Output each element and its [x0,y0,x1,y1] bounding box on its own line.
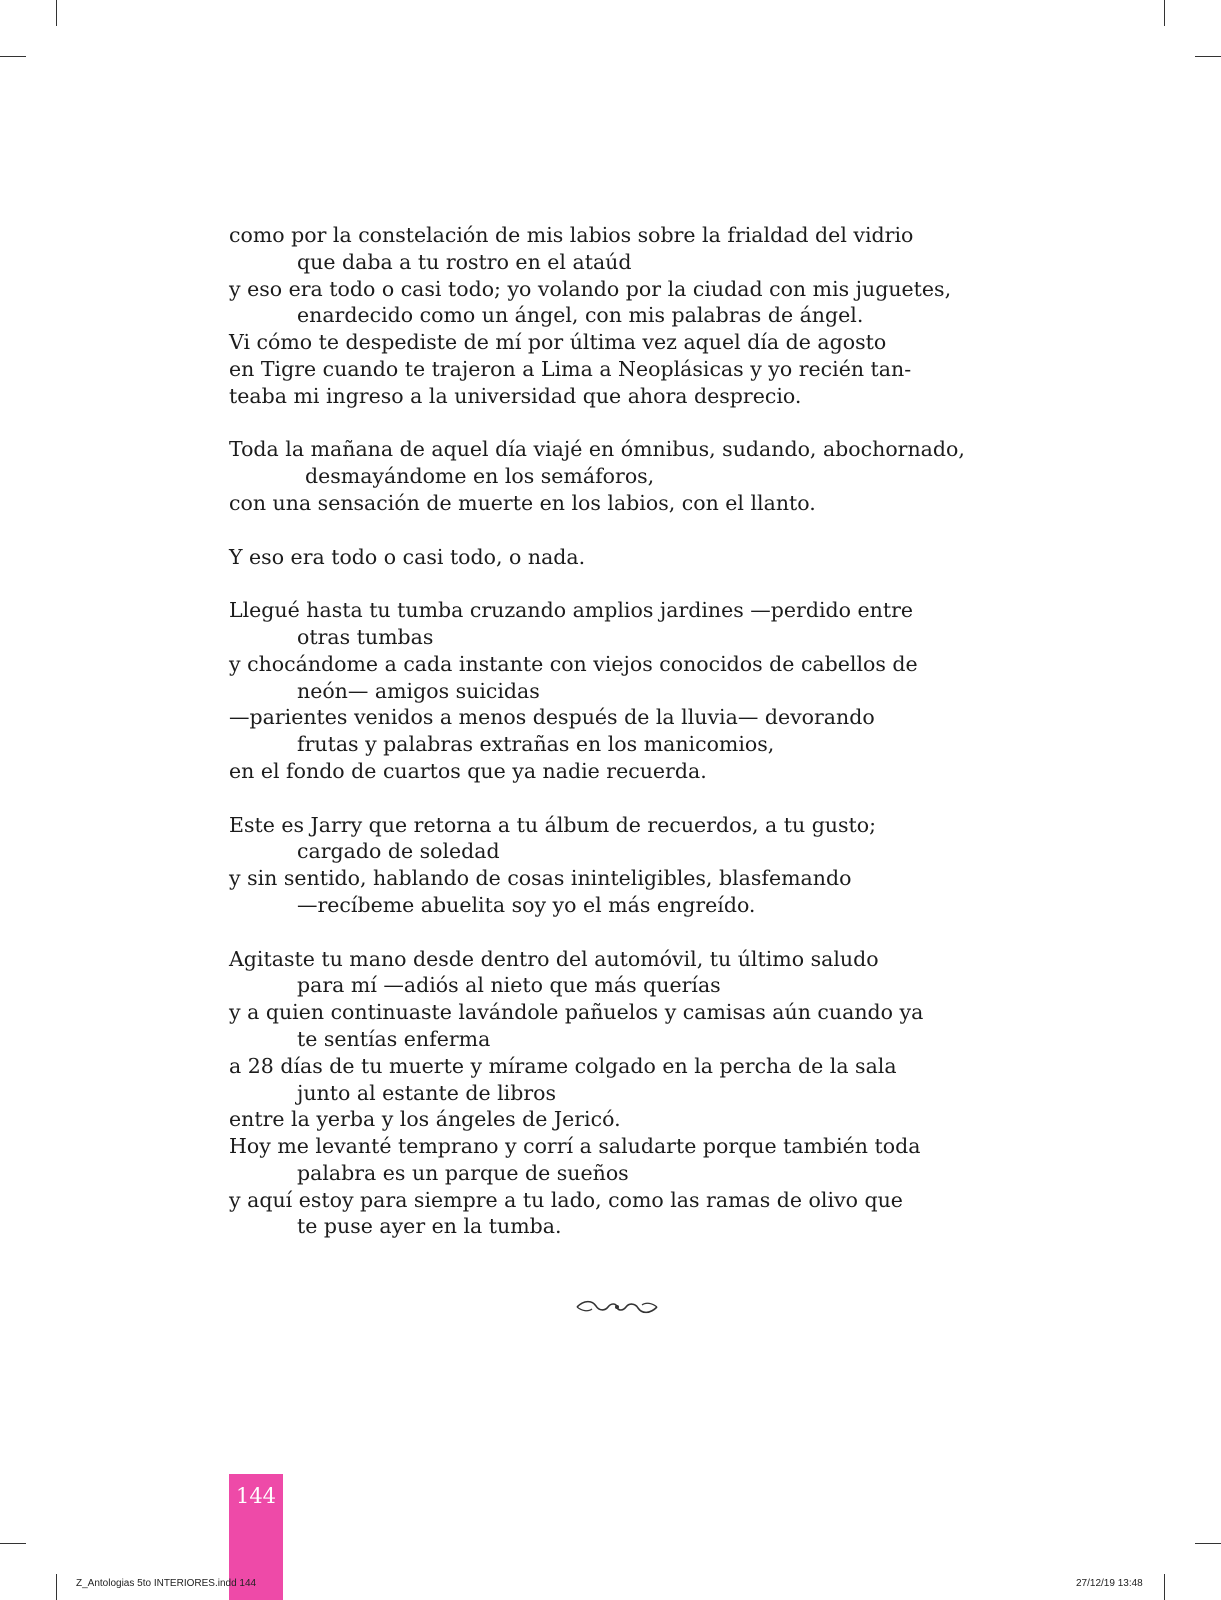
poem-line: —parientes venidos a menos después de la lluvia— devorando [229,705,875,730]
poem-line: para mí —adiós al nieto que más querías [297,973,721,998]
poem-line: te puse ayer en la tumba. [297,1214,562,1239]
poem-line: en el fondo de cuartos que ya nadie recuerda. [229,758,707,783]
crop-mark-top-left [56,0,57,26]
poem-line: a 28 días de tu muerte y mírame colgado en la percha de la sala [229,1053,897,1078]
poem-line: y chocándome a cada instante con viejos conocidos de cabellos de [229,651,918,676]
poem-line: en Tigre cuando te trajeron a Lima a Neoplásicas y yo recién tan- [229,356,912,381]
poem-line: y eso era todo o casi todo; yo volando por la ciudad con mis juguetes, [229,276,952,301]
slug-date-info: 27/12/19 13:48 [1076,1578,1143,1589]
poem-line: Y eso era todo o casi todo, o nada. [229,544,586,569]
poem-line: como por la constelación de mis labios sobre la frialdad del vidrio [229,223,914,247]
poem-line: palabra es un parque de sueños [297,1160,629,1185]
poem-line: y a quien continuaste lavándole pañuelos y camisas aún cuando ya [229,1000,924,1025]
poem-line: te sentías enferma [297,1026,491,1051]
poem-line: junto al estante de libros [297,1080,557,1105]
poem-stanza [229,436,1009,516]
poem-line: desmayándome en los semáforos, [305,464,655,489]
poem-line: Agitaste tu mano desde dentro del automóvil, tu último saludo [229,946,879,971]
poem-line: y aquí estoy para siempre a tu lado, como las ramas de olivo que [229,1187,903,1212]
poem-line: Hoy me levanté temprano y corrí a saludarte porque también toda [229,1134,921,1159]
crop-mark-bottom-left-h [0,1543,26,1544]
poem-line: otras tumbas [297,624,434,649]
poem-stanza [229,597,1009,785]
crop-mark-top-left-h [0,56,26,57]
poem-line: y sin sentido, hablando de cosas ininteligibles, blasfemando [229,866,852,891]
poem-stanza [229,812,1009,919]
poem-line: Este es Jarry que retorna a tu álbum de recuerdos, a tu gusto; [229,812,877,837]
poem-line: con una sensación de muerte en los labios, con el llanto. [229,490,816,515]
poem-line: teaba mi ingreso a la universidad que ahora desprecio. [229,383,802,408]
poem-stanza [229,946,1009,1241]
flourish-ornament-icon [574,1296,660,1318]
poem-line: Vi cómo te despediste de mí por última vez aquel día de agosto [229,330,887,355]
poem-line: Toda la mañana de aquel día viajé en ómnibus, sudando, abochornado, [229,437,965,462]
poem-line: que daba a tu rostro en el ataúd [297,249,632,274]
poem-body [229,222,1009,1240]
poem-line: frutas y palabras extrañas en los manicomios, [297,732,775,757]
poem-line: —recíbeme abuelita soy yo el más engreído. [297,892,756,917]
slug-file-info: Z_Antologias 5to INTERIORES.indd 144 [76,1578,257,1589]
poem-line: cargado de soledad [297,839,500,864]
crop-mark-top-right [1164,0,1165,26]
crop-mark-top-right-h [1195,56,1221,57]
crop-mark-bottom-right [1164,1574,1165,1600]
page-number: 144 [235,1484,277,1508]
poem-line: Llegué hasta tu tumba cruzando amplios jardines —perdido entre [229,598,914,623]
crop-mark-bottom-right-h [1195,1543,1221,1544]
crop-mark-bottom-left [56,1574,57,1600]
poem-line: entre la yerba y los ángeles de Jericó. [229,1107,621,1132]
poem-line: neón— amigos suicidas [297,678,540,703]
poem-stanza [229,544,1009,571]
poem-stanza [229,222,1009,410]
poem-line: enardecido como un ángel, con mis palabras de ángel. [297,303,864,328]
